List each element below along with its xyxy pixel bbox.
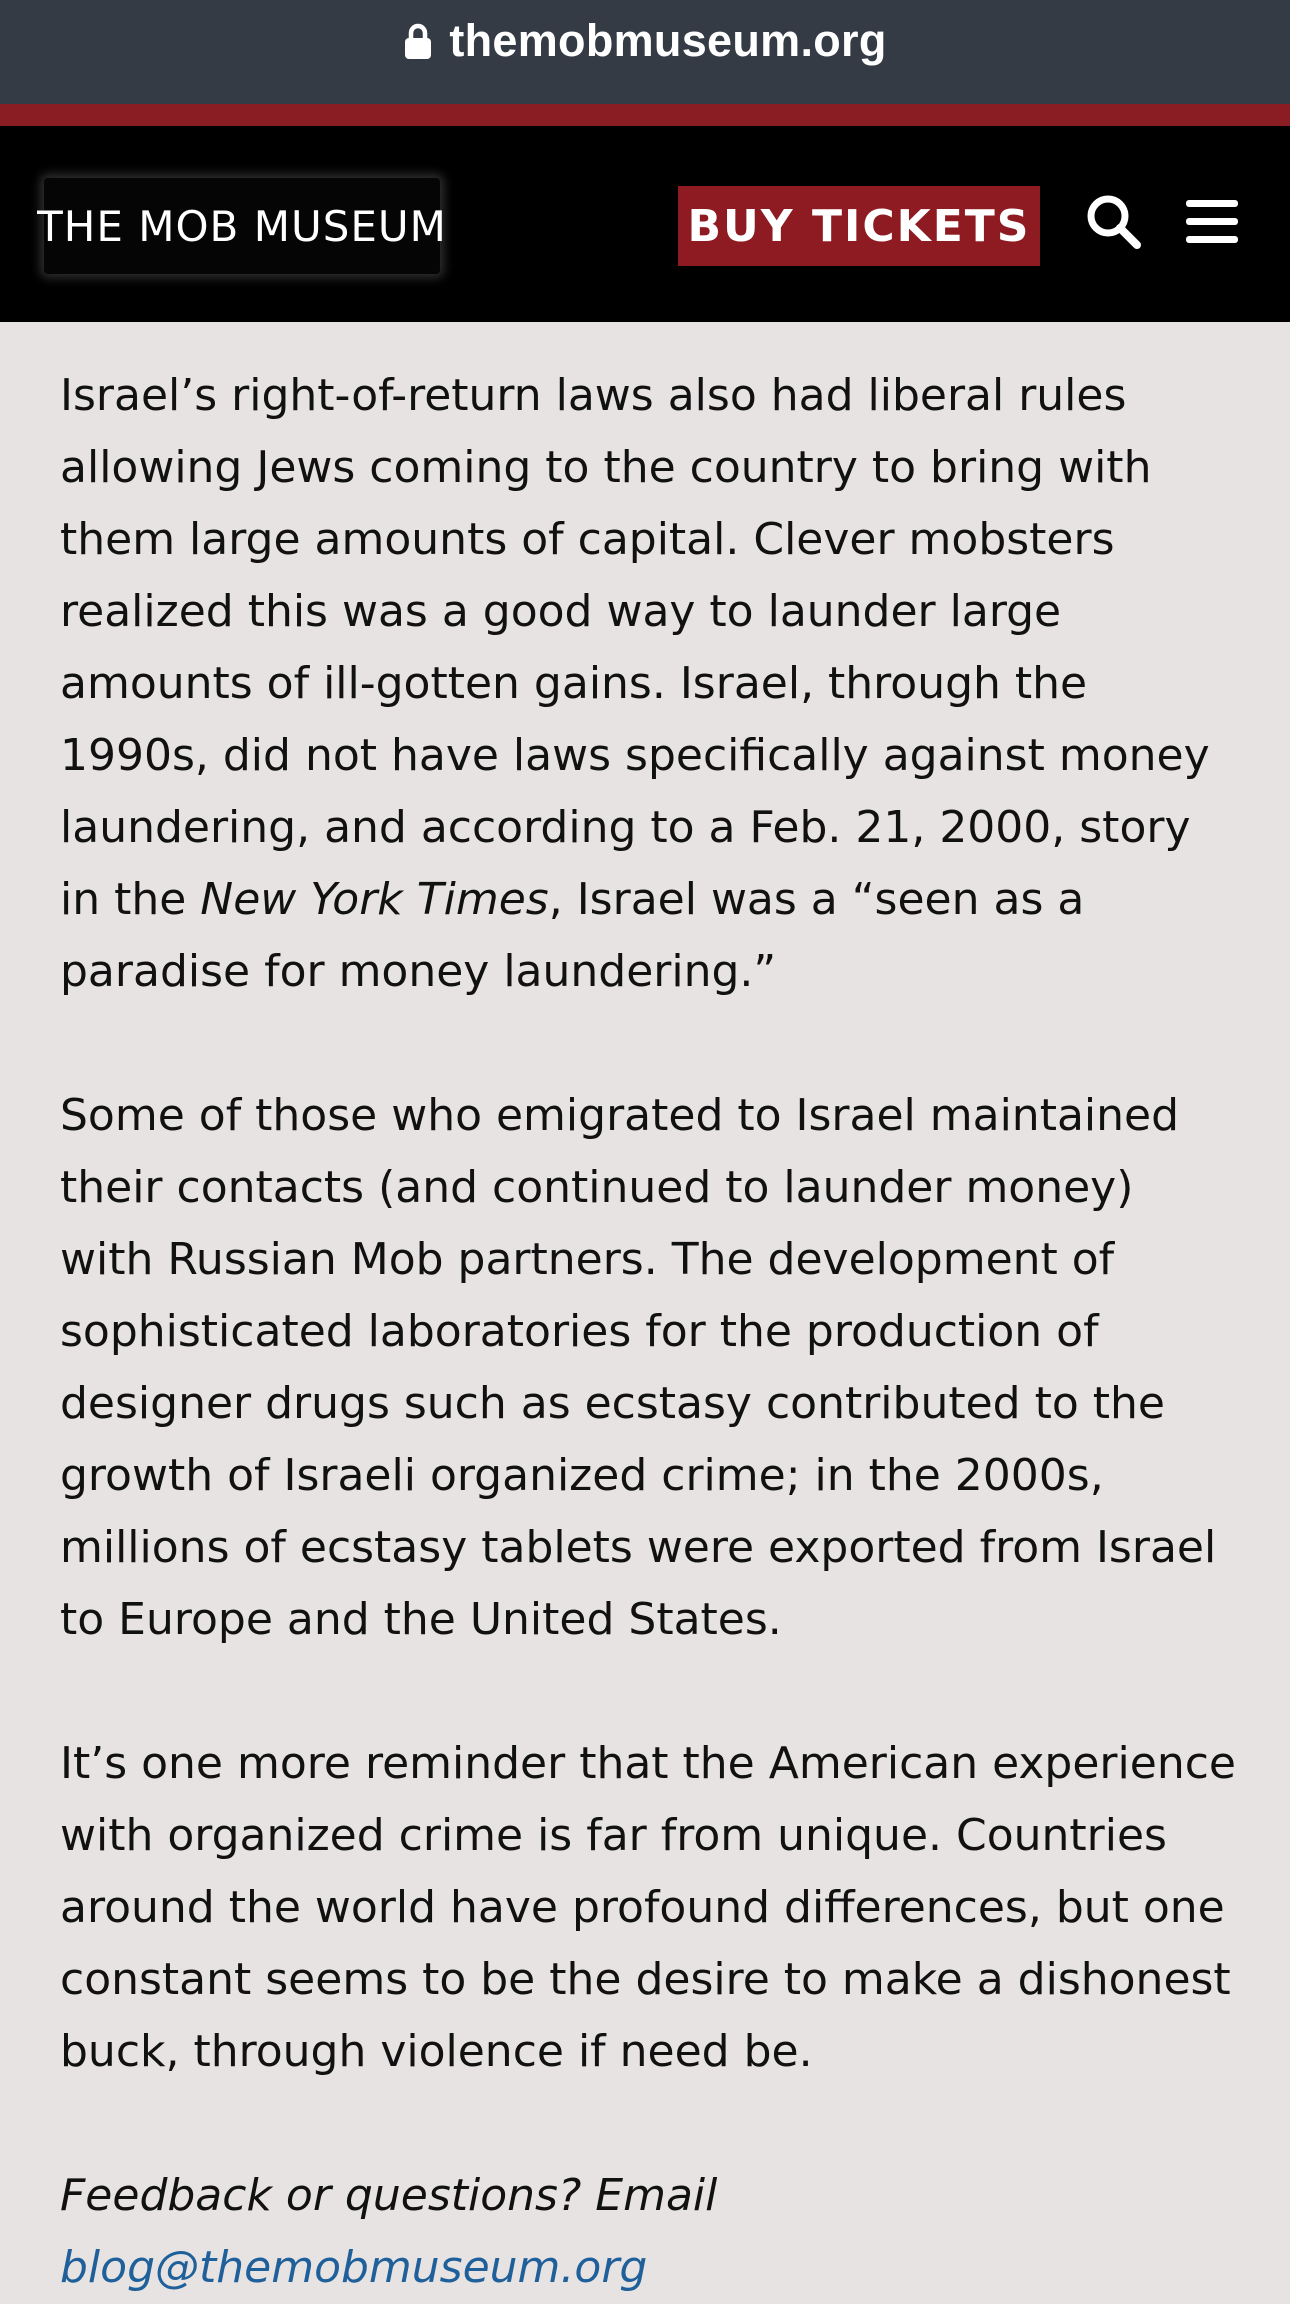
logo-text: THE MOB MUSEUM bbox=[37, 201, 447, 251]
url-display[interactable] bbox=[403, 14, 886, 68]
lock-icon bbox=[403, 22, 433, 60]
search-icon bbox=[1083, 191, 1143, 255]
article-paragraph-1 bbox=[60, 360, 1240, 1008]
site-logo[interactable] bbox=[37, 178, 447, 274]
search-button[interactable] bbox=[1080, 190, 1146, 256]
url-text: themobmuseum.org bbox=[449, 15, 887, 66]
feedback-email-link[interactable]: blog@themobmuseum.org bbox=[60, 2242, 648, 2293]
feedback-text: Feedback or questions? Email bbox=[60, 2170, 718, 2221]
article-paragraph-2: Some of those who emigrated to Israel maintained their contacts (and continued to launder money) with Russian Mob partners. The development of sophisticated laboratories for the production of designer drugs such as ecstasy contributed to the growth of Israeli organized crime; in the 2000s, millions of ecstasy tablets were exported from Israel to Europe and the United States. bbox=[60, 1090, 1217, 1645]
header-accent-stripe bbox=[0, 104, 1290, 126]
article-paragraph-3: It’s one more reminder that the American experience with organized crime is far from unique. Countries around the world have profound differences, but one constant seems to be the desire to make a dishonest buck, through violence if need be. bbox=[60, 1738, 1236, 2077]
paragraph-text: , Israel was a “seen as a paradise for money laundering.” bbox=[60, 874, 1085, 997]
browser-url-bar[interactable] bbox=[0, 0, 1290, 104]
paragraph-text: Israel’s right-of-return laws also had liberal rules allowing Jews coming to the country to bring with them large amounts of capital. Clever mobsters realized this was a good way to launder large amounts of ill-gotten gains. Israel, through the 1990s, did not have laws specifically against money laundering, and according to a Feb. 21, 2000, story in the bbox=[60, 370, 1210, 925]
buy-tickets-button[interactable]: BUY TICKETS bbox=[678, 186, 1040, 266]
article-body bbox=[60, 360, 1240, 2304]
site-header bbox=[0, 126, 1290, 322]
publication-title: New York Times bbox=[200, 874, 549, 925]
hamburger-menu-icon bbox=[1186, 198, 1238, 248]
menu-button[interactable] bbox=[1184, 196, 1240, 250]
feedback-note bbox=[60, 2160, 1240, 2304]
